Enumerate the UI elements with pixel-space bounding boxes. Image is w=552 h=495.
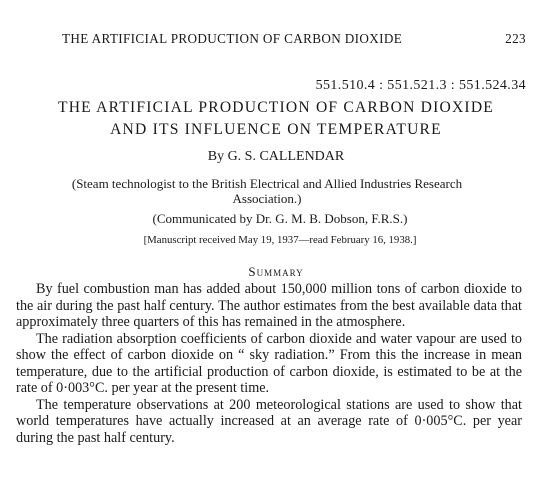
article-title-line-1: THE ARTIFICIAL PRODUCTION OF CARBON DIOXIDE — [57, 99, 495, 116]
page-number: 223 — [505, 31, 526, 46]
summary-paragraph: The radiation absorption coefficients of carbon dioxide and water vapour are used to show the effect of carbon dioxide on “ sky radiation.” From this the increase in mean temperature, due to the artificial production of carbon dioxide, is estimated to be at the rate of 0·003°C. per year at the present time. — [16, 330, 522, 396]
author-byline: By G. S. CALLENDAR — [207, 149, 345, 164]
classification-code: 551.510.4 : 551.521.3 : 551.524.34 — [315, 78, 526, 93]
article-title-line-2: AND ITS INFLUENCE ON TEMPERATURE — [110, 121, 442, 138]
author-affiliation: (Steam technologist to the British Electrical and Allied Industries Research Association.) — [71, 176, 463, 206]
article-title — [16, 97, 536, 141]
running-header — [62, 31, 526, 49]
summary-heading: Summary — [248, 264, 304, 279]
summary-paragraph: The temperature observations at 200 meteorological stations are used to show that world temperatures have actually increased at an average rate of 0·005°C. per year during the past half century. — [16, 396, 522, 446]
running-title: THE ARTIFICIAL PRODUCTION OF CARBON DIOXIDE — [62, 31, 403, 46]
summary-paragraph: By fuel combustion man has added about 150,000 million tons of carbon dioxide to the air during the past half century. The author estimates from the best available data that approximately three quarters of this has remained in the atmosphere. — [16, 281, 522, 330]
manuscript-dates: [Manuscript received May 19, 1937—read February 16, 1938.] — [143, 234, 417, 246]
summary-body — [16, 281, 522, 446]
communicated-by: (Communicated by Dr. G. M. B. Dobson, F.R.S.) — [152, 211, 408, 226]
